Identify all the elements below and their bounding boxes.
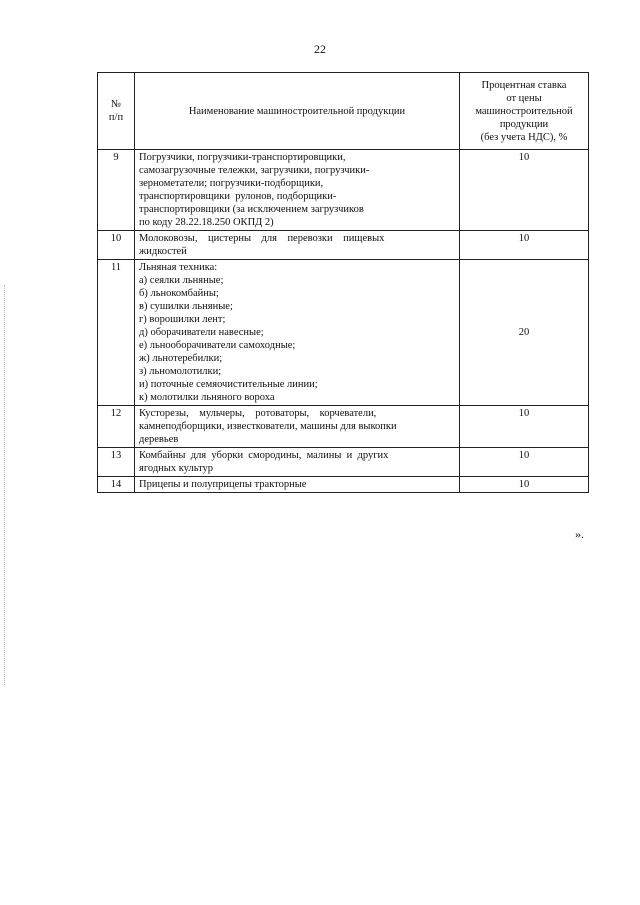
row-number: 11 — [98, 260, 135, 406]
table-row — [98, 150, 589, 231]
product-name-line: жидкостей — [139, 246, 187, 257]
rates-table — [97, 72, 589, 493]
margin-scan-marks — [4, 285, 7, 685]
product-name-line: е) льнооборачиватели самоходные; — [139, 340, 296, 351]
product-name-line: Погрузчики, погрузчики-транспортировщики, — [139, 152, 346, 163]
product-name-line: Молоковозы, цистерны для перевозки пищевых — [139, 233, 385, 244]
table-body — [98, 150, 589, 493]
product-name-line: и) поточные семяочистительные линии; — [139, 379, 318, 390]
product-name-line: з) льномолотилки; — [139, 366, 222, 377]
row-number: 14 — [98, 477, 135, 493]
row-rate: 10 — [460, 477, 589, 493]
table-row — [98, 260, 589, 406]
product-name-line: к) молотилки льняного вороха — [139, 392, 275, 403]
product-name-line: по коду 28.22.18.250 ОКПД 2) — [139, 217, 274, 228]
row-rate: 10 — [460, 406, 589, 448]
header-num: № п/п — [98, 73, 135, 150]
table-header-row — [98, 73, 589, 150]
product-name-line: г) ворошилки лент; — [139, 314, 226, 325]
product-name-line: камнеподборщики, известкователи, машины для выкопки — [139, 421, 397, 432]
row-product-name — [135, 150, 460, 231]
table-row — [98, 231, 589, 260]
row-number: 10 — [98, 231, 135, 260]
product-name-line: ж) льнотеребилки; — [139, 353, 223, 364]
row-number: 12 — [98, 406, 135, 448]
closing-quote-mark: ». — [575, 527, 584, 541]
product-name-line: самозагрузочные тележки, загрузчики, погрузчики- — [139, 165, 370, 176]
product-name-line: зернометатели; погрузчики-подборщики, — [139, 178, 324, 189]
row-product-name — [135, 406, 460, 448]
row-product-name — [135, 260, 460, 406]
row-rate: 10 — [460, 231, 589, 260]
product-name-line: Прицепы и полуприцепы тракторные — [139, 479, 307, 490]
row-product-name — [135, 477, 460, 493]
row-rate: 10 — [460, 150, 589, 231]
row-product-name — [135, 448, 460, 477]
product-name-line: д) оборачиватели навесные; — [139, 327, 264, 338]
product-name-line: Комбайны для уборки смородины, малины и других — [139, 450, 389, 461]
row-product-name — [135, 231, 460, 260]
row-number: 13 — [98, 448, 135, 477]
product-name-line: ягодных культур — [139, 463, 214, 474]
product-name-line: а) сеялки льняные; — [139, 275, 224, 286]
product-name-line: транспортировщики (за исключением загрузчиков — [139, 204, 364, 215]
header-name: Наименование машиностроительной продукции — [135, 73, 460, 150]
product-name-line: Кусторезы, мульчеры, ротоваторы, корчеватели, — [139, 408, 377, 419]
product-name-line: Льняная техника: — [139, 262, 218, 273]
product-name-line: транспортировщики рулонов, подборщики- — [139, 191, 337, 202]
table-row — [98, 477, 589, 493]
table-row — [98, 406, 589, 448]
page-number: 22 — [314, 42, 326, 56]
row-number: 9 — [98, 150, 135, 231]
product-name-line: деревьев — [139, 434, 179, 445]
header-rate: Процентная ставка от цены машиностроительной продукции (без учета НДС), % — [460, 73, 589, 150]
row-rate: 20 — [460, 260, 589, 406]
product-name-line: б) льнокомбайны; — [139, 288, 219, 299]
table-row — [98, 448, 589, 477]
row-rate: 10 — [460, 448, 589, 477]
product-name-line: в) сушилки льняные; — [139, 301, 233, 312]
